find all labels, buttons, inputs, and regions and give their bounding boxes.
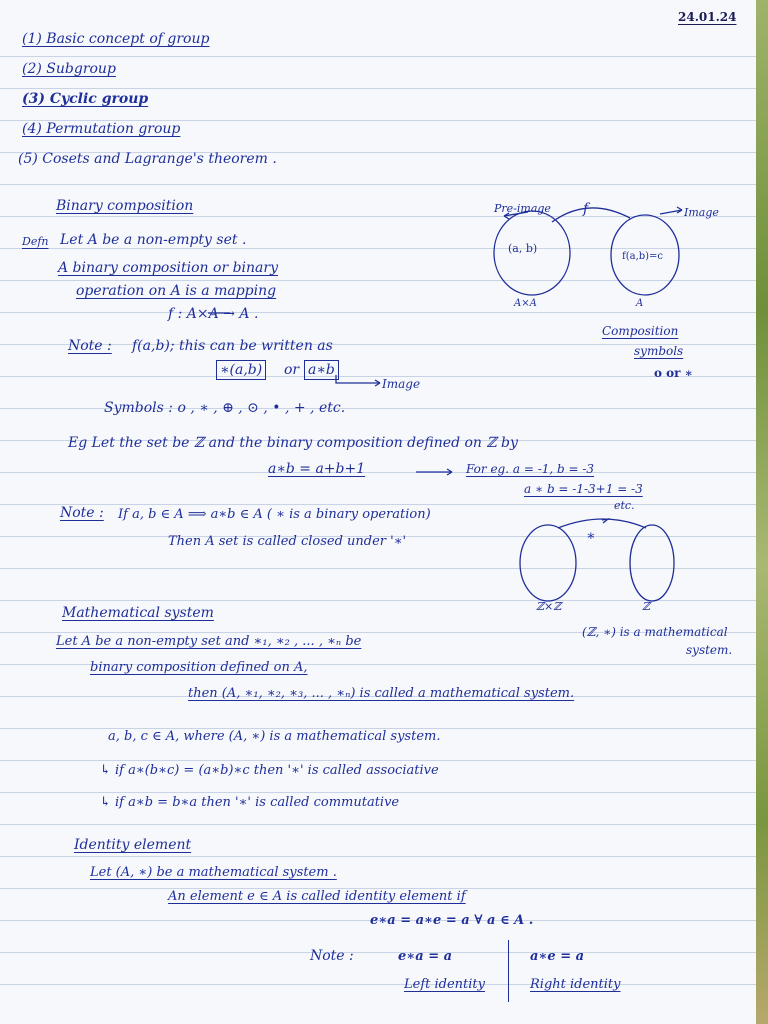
or-text: or — [284, 362, 300, 378]
page-date: 24.01.24 — [678, 10, 737, 24]
topic-item: (5) Cosets and Lagrange's theorem . — [18, 151, 277, 167]
function-label: f — [583, 201, 589, 217]
range-element: f(a,b)=c — [622, 251, 664, 262]
example-values: For eg. a = -1, b = -3 — [466, 462, 595, 476]
definition-line: A binary composition or binary — [58, 260, 278, 276]
commutative-line: ↳ if a∗b = b∗a then '∗' is called commutative — [100, 795, 400, 810]
pre-image-label: Pre-image — [494, 202, 551, 215]
topic-item: (3) Cyclic group — [22, 91, 149, 107]
note-label: Note : — [310, 948, 354, 964]
etc-text: etc. — [614, 499, 635, 512]
definition-tag: Defn — [22, 235, 49, 248]
mapping-arrow — [552, 208, 630, 222]
operation-arc — [558, 519, 646, 528]
associative-line: ↳ if a∗(b∗c) = (a∗b)∗c then '∗' is called associative — [100, 763, 439, 778]
math-system-line: Let A be a non-empty set and ∗₁, ∗₂ , ... , ∗ₙ be — [56, 634, 362, 649]
section-heading-math-system: Mathematical system — [62, 605, 214, 621]
example-result: a ∗ b = -1-3+1 = -3 — [524, 482, 643, 496]
math-system-example: system. — [686, 643, 733, 657]
note-label: Note : — [68, 338, 112, 354]
left-identity-caption: Left identity — [404, 977, 485, 992]
definition-line: operation on A is a mapping — [76, 283, 277, 299]
right-identity-caption: Right identity — [530, 977, 621, 992]
notation-box: ∗(a,b) — [216, 360, 266, 380]
note-text: f(a,b); this can be written as — [132, 338, 333, 354]
math-system-line: binary composition defined on A, — [90, 660, 308, 675]
example-formula: a∗b = a+b+1 — [268, 461, 366, 477]
image-label: Image — [684, 206, 719, 219]
composition-examples: o or ∗ — [654, 366, 693, 380]
left-identity-formula: e∗a = a — [398, 949, 453, 964]
closure-note: Then A set is called closed under '∗' — [168, 534, 407, 549]
symbols-line: Symbols : o , ∗ , ⊕ , ⊙ , • , + , etc. — [104, 400, 346, 416]
note-label: Note : — [60, 505, 104, 521]
math-system-line: then (A, ∗₁, ∗₂, ∗₃, ... , ∗ₙ) is called a mathematical system. — [188, 686, 575, 701]
topic-item: (2) Subgroup — [22, 61, 116, 77]
domain-set-ellipse — [520, 525, 576, 601]
section-heading-binary: Binary composition — [56, 198, 194, 214]
range-set-ellipse — [611, 215, 679, 295]
example-line: Eg Let the set be ℤ and the binary composition defined on ℤ by — [68, 435, 518, 451]
domain-caption: A×A — [514, 298, 537, 309]
mapping-formula: f : A×A → A . — [168, 306, 259, 322]
section-heading-identity: Identity element — [74, 837, 192, 853]
operation-star: ∗ — [586, 528, 596, 544]
background-edge — [756, 0, 768, 1024]
math-system-example: (ℤ, ∗) is a mathematical — [582, 625, 728, 639]
range-caption: ℤ — [642, 600, 651, 613]
composition-symbols-label: Composition — [602, 324, 679, 338]
domain-set-ellipse — [494, 211, 570, 295]
domain-caption: ℤ×ℤ — [536, 600, 562, 613]
domain-element: (a, b) — [508, 242, 538, 255]
range-caption: A — [636, 298, 644, 309]
range-set-ellipse — [630, 525, 674, 601]
notation-box: a∗b — [304, 360, 339, 380]
image-pointer-arrow — [336, 375, 380, 383]
topic-item: (4) Permutation group — [22, 121, 181, 137]
math-system-line: a, b, c ∈ A, where (A, ∗) is a mathematical system. — [108, 729, 441, 744]
image-label: Image — [382, 377, 421, 391]
topic-item: (1) Basic concept of group — [22, 31, 210, 47]
identity-formula: e∗a = a∗e = a ∀ a ∈ A . — [370, 913, 534, 928]
identity-line: An element e ∈ A is called identity element if — [168, 889, 466, 904]
identity-line: Let (A, ∗) be a mathematical system . — [90, 865, 337, 880]
right-identity-formula: a∗e = a — [530, 949, 585, 964]
closure-note: If a, b ∈ A ⟹ a∗b ∈ A ( ∗ is a binary operation) — [118, 507, 431, 522]
composition-symbols-label: symbols — [634, 344, 684, 358]
definition-line: Let A be a non-empty set . — [60, 232, 247, 248]
